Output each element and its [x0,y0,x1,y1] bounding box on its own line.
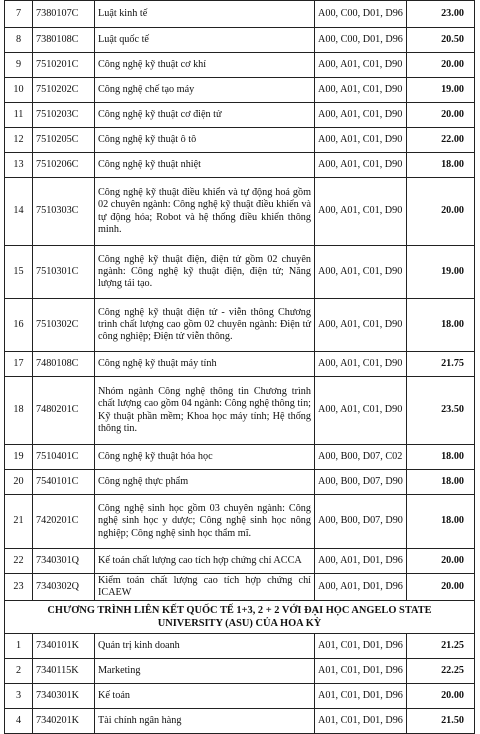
cutoff-score: 18.00 [407,495,475,549]
table-row [5,709,475,734]
cutoff-score: 19.00 [407,78,475,103]
subject-combination: A00, A01, C01, D90 [315,377,407,445]
admission-score-table [4,0,475,734]
row-number: 2 [5,659,33,684]
table-row [5,549,475,574]
row-number: 17 [5,352,33,377]
table-row [5,1,475,28]
subject-combination: A00, C00, D01, D96 [315,1,407,28]
row-number: 1 [5,634,33,659]
major-code: 7420201C [33,495,95,549]
major-code: 7340115K [33,659,95,684]
row-number: 12 [5,128,33,153]
major-code: 7480108C [33,352,95,377]
table-row [5,634,475,659]
table-row [5,178,475,246]
major-code: 7340201K [33,709,95,734]
row-number: 23 [5,574,33,601]
table-row [5,352,475,377]
cutoff-score: 22.25 [407,659,475,684]
major-code: 7510302C [33,299,95,352]
cutoff-score: 18.00 [407,470,475,495]
cutoff-score: 20.00 [407,178,475,246]
table-row [5,495,475,549]
subject-combination: A00, B00, D07, D90 [315,495,407,549]
major-code: 7510206C [33,153,95,178]
table-body-top [5,1,475,601]
major-name: Công nghệ thực phẩm [95,470,315,495]
section-heading: CHƯƠNG TRÌNH LIÊN KẾT QUỐC TẾ 1+3, 2 + 2 VỚI ĐẠI HỌC ANGELO STATE UNIVERSITY (ASU) CỦA HOA KỲ [5,601,475,634]
subject-combination: A01, C01, D01, D96 [315,709,407,734]
row-number: 15 [5,246,33,299]
subject-combination: A00, A01, C01, D90 [315,299,407,352]
cutoff-score: 20.00 [407,103,475,128]
cutoff-score: 21.50 [407,709,475,734]
row-number: 11 [5,103,33,128]
major-code: 7510201C [33,53,95,78]
major-code: 7340302Q [33,574,95,601]
row-number: 19 [5,445,33,470]
subject-combination: A00, A01, C01, D90 [315,246,407,299]
major-name: Công nghệ sinh học gồm 03 chuyên ngành: Công nghệ sinh học y dược; Công nghệ sinh học nông nghiệp; Công nghệ sinh học thẩm mĩ. [95,495,315,549]
subject-combination: A01, C01, D01, D96 [315,659,407,684]
major-name: Công nghệ kỹ thuật cơ khí [95,53,315,78]
major-code: 7510203C [33,103,95,128]
major-code: 7380107C [33,1,95,28]
major-code: 7480201C [33,377,95,445]
major-name: Nhóm ngành Công nghệ thông tin Chương trình chất lượng cao gồm 04 ngành: Công nghệ thông tin; Kỹ thuật phần mềm; Khoa học máy tính; Hệ thống thông tin. [95,377,315,445]
major-code: 7510202C [33,78,95,103]
cutoff-score: 20.00 [407,549,475,574]
major-name: Công nghệ kỹ thuật điều khiển và tự động hoá gồm 02 chuyên ngành: Công nghệ kỹ thuật điều khiển và tự động hóa; Robot và hệ thống điều khiển thông minh. [95,178,315,246]
major-name: Quản trị kinh doanh [95,634,315,659]
table-row [5,659,475,684]
table-row [5,128,475,153]
row-number: 21 [5,495,33,549]
cutoff-score: 18.00 [407,299,475,352]
row-number: 14 [5,178,33,246]
major-name: Công nghệ kỹ thuật điện, điện tử gồm 02 chuyên ngành: Công nghệ kỹ thuật điện, điện tử; Năng lượng tái tạo. [95,246,315,299]
subject-combination: A00, A01, D01, D96 [315,549,407,574]
subject-combination: A00, A01, C01, D90 [315,128,407,153]
major-name: Công nghệ chế tạo máy [95,78,315,103]
major-name: Công nghệ kỹ thuật hóa học [95,445,315,470]
major-name: Luật kinh tế [95,1,315,28]
cutoff-score: 23.00 [407,1,475,28]
row-number: 4 [5,709,33,734]
major-name: Công nghệ kỹ thuật điện tử - viễn thông Chương trình chất lượng cao gồm 02 chuyên ngành: Điện tử công nghiệp; Điện tử viễn thông. [95,299,315,352]
major-name: Công nghệ kỹ thuật ô tô [95,128,315,153]
cutoff-score: 18.00 [407,445,475,470]
cutoff-score: 20.00 [407,684,475,709]
subject-combination: A01, C01, D01, D96 [315,684,407,709]
major-name: Kế toán [95,684,315,709]
row-number: 13 [5,153,33,178]
major-name: Kiểm toán chất lượng cao tích hợp chứng chỉ ICAEW [95,574,315,601]
major-name: Công nghệ kỹ thuật cơ điện tử [95,103,315,128]
major-code: 7340301K [33,684,95,709]
major-code: 7510303C [33,178,95,246]
row-number: 16 [5,299,33,352]
subject-combination: A00, A01, C01, D90 [315,103,407,128]
major-name: Marketing [95,659,315,684]
cutoff-score: 19.00 [407,246,475,299]
row-number: 20 [5,470,33,495]
table-row [5,53,475,78]
subject-combination: A00, A01, C01, D90 [315,178,407,246]
cutoff-score: 18.00 [407,153,475,178]
row-number: 9 [5,53,33,78]
subject-combination: A00, C00, D01, D96 [315,28,407,53]
subject-combination: A00, A01, C01, D90 [315,53,407,78]
major-code: 7340101K [33,634,95,659]
subject-combination: A00, A01, C01, D90 [315,352,407,377]
major-name: Kế toán chất lượng cao tích hợp chứng chỉ ACCA [95,549,315,574]
cutoff-score: 23.50 [407,377,475,445]
table-row [5,78,475,103]
table-row [5,377,475,445]
table-row [5,28,475,53]
row-number: 18 [5,377,33,445]
subject-combination: A00, A01, D01, D96 [315,574,407,601]
table-body-bottom [5,634,475,734]
table-row [5,153,475,178]
major-name: Tài chính ngân hàng [95,709,315,734]
major-code: 7510401C [33,445,95,470]
table-row [5,445,475,470]
subject-combination: A00, B00, D07, C02 [315,445,407,470]
row-number: 7 [5,1,33,28]
row-number: 10 [5,78,33,103]
cutoff-score: 22.00 [407,128,475,153]
row-number: 3 [5,684,33,709]
subject-combination: A00, A01, C01, D90 [315,153,407,178]
cutoff-score: 21.75 [407,352,475,377]
subject-combination: A00, B00, D07, D90 [315,470,407,495]
cutoff-score: 21.25 [407,634,475,659]
cutoff-score: 20.00 [407,574,475,601]
table-row [5,574,475,601]
table-row [5,246,475,299]
major-code: 7510205C [33,128,95,153]
major-code: 7380108C [33,28,95,53]
cutoff-score: 20.00 [407,53,475,78]
major-code: 7340301Q [33,549,95,574]
cutoff-score: 20.50 [407,28,475,53]
table-row [5,470,475,495]
subject-combination: A00, A01, C01, D90 [315,78,407,103]
major-code: 7540101C [33,470,95,495]
major-code: 7510301C [33,246,95,299]
major-name: Công nghệ kỹ thuật nhiệt [95,153,315,178]
row-number: 22 [5,549,33,574]
table-row [5,299,475,352]
major-name: Luật quốc tế [95,28,315,53]
table-row [5,684,475,709]
major-name: Công nghệ kỹ thuật máy tính [95,352,315,377]
table-row [5,103,475,128]
subject-combination: A01, C01, D01, D96 [315,634,407,659]
row-number: 8 [5,28,33,53]
